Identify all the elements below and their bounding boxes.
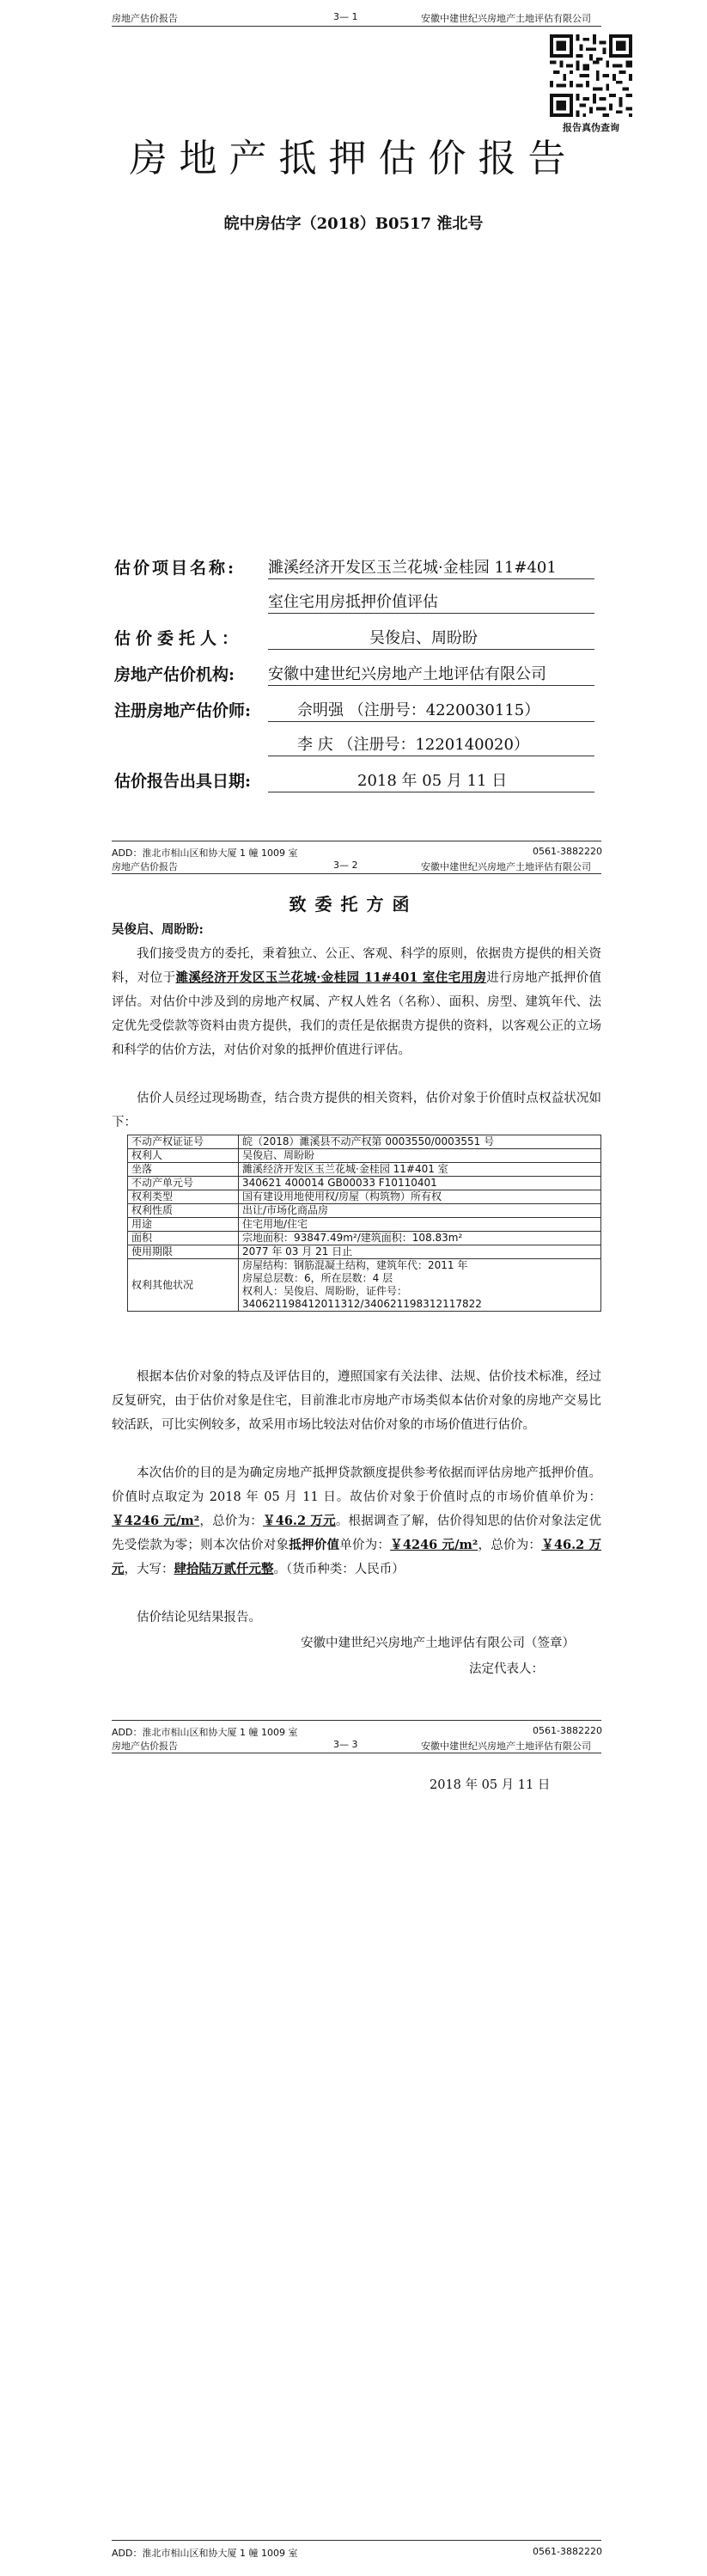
page-number: 3— 3 [333,1739,358,1750]
table-value-cell [239,1177,601,1190]
header-rule [112,26,601,27]
page-header-right: 安徽中建世纪兴房地产土地评估有限公司 [421,13,591,24]
p4-text-d: 单价为： [339,1539,391,1552]
table-value-line: 住宅用地/住宅 [242,1218,308,1230]
agency-underline [268,685,594,686]
table-row [128,1190,601,1204]
table-value-line: 2077 年 03 月 21 日止 [242,1245,353,1257]
date-value: 2018 年 05 月 11 日 [357,772,508,790]
mortgage-unit-price: ￥4246 元/m² [390,1538,478,1552]
appraiser-label: 注册房地产估价师: [114,701,252,720]
mortgage-total-price: ￥46.2 万元 [112,1538,602,1576]
table-row [128,1232,601,1245]
p4-text-e: ，总价为： [478,1539,542,1552]
table-row [128,1204,601,1218]
p1-property: 濉溪经济开发区玉兰花城·金桂园 11#401 室住宅用房 [175,970,487,985]
table-value-line: 国有建设用地使用权/房屋（构筑物）所有权 [242,1190,442,1202]
table-key-cell: 权利性质 [128,1204,239,1218]
footer-rule-3 [112,2540,601,2541]
header-rule [112,873,601,874]
client-underline [268,649,594,650]
page-number: 3— 1 [333,11,358,22]
project-underline-2 [268,613,594,614]
table-value-line: 吴俊启、周盼盼 [242,1149,315,1161]
client-label: 估价委托人： [114,629,244,648]
page-header-right: 安徽中建世纪兴房地产土地评估有限公司 [421,1741,591,1752]
market-total-price: ￥46.2 万元 [263,1514,336,1528]
table-row [128,1135,601,1149]
letter-paragraph-2: 估价人员经过现场勘查，结合贵方提供的相关资料，估价对象于价值时点权益状况如下： [112,1092,601,1129]
sign-date: 2018 年 05 月 11 日 [430,1778,551,1792]
table-row [128,1259,601,1312]
qr-caption: 报告真伪查询 [563,122,619,133]
page-header-left: 房地产估价报告 [112,861,178,872]
footer-address: ADD：淮北市相山区和协大厦 1 幢 1009 室 [112,1727,298,1738]
footer-address: ADD：淮北市相山区和协大厦 1 幢 1009 室 [112,847,298,859]
project-label: 估价项目名称: [114,559,237,578]
project-value-line2: 室住宅用房抵押价值评估 [268,593,438,611]
p1-text-c: 进行房地产抵押价值评估。对估价中涉及到的房地产权属、产权人姓名（名称）、面积、房型、建筑年代、法定优先受偿款等资料由贵方提供，我们的责任是依据贵方提供的资料，以客观公正的立场和科学的估价方法，对估价对象的抵押价值进行评估。 [112,971,602,1057]
letter-paragraph-5: 估价结论见结果报告。 [137,1611,261,1625]
table-key-cell: 坐落 [128,1163,239,1177]
footer-phone: 0561-3882220 [533,846,602,857]
table-key-cell: 不动产单元号 [128,1177,239,1190]
rights-table [127,1135,601,1312]
table-row [128,1177,601,1190]
p4-text-f: ，大写： [124,1563,174,1576]
report-title: 房地产抵押估价报告 [129,137,578,181]
table-row [128,1245,601,1259]
signer-company: 安徽中建世纪兴房地产土地评估有限公司（签章） [301,1637,575,1650]
footer-rule-2 [112,1720,601,1721]
appraiser-2: 李 庆 （注册号：1220140020） [297,736,529,754]
mortgage-total-uppercase: 肆拾陆万贰仟元整 [174,1562,274,1576]
appraiser-underline-1 [268,721,594,722]
table-value-line: 房屋结构：钢筋混凝土结构，建筑年代：2011 年 [242,1259,468,1271]
table-key-cell: 用途 [128,1218,239,1232]
table-value-cell [239,1190,601,1204]
table-row [128,1163,601,1177]
footer-phone: 0561-3882220 [533,2546,602,2557]
table-value-cell [239,1163,601,1177]
report-number: 皖中房估字（2018）B0517 淮北号 [223,215,484,233]
table-value-cell [239,1135,601,1149]
letter-paragraph-3: 根据本估价对象的特点及评估目的，遵照国家有关法律、法规、估价技术标准，经过反复研究，由于估价对象是住宅，目前淮北市房地产市场类似本估价对象的房地产交易比较活跃，可比实例较多，故采用市场比较法对估价对象的市场价值进行估价。 [112,1370,601,1432]
page-header-left: 房地产估价报告 [112,13,178,24]
table-value-cell [239,1245,601,1259]
page-header-left: 房地产估价报告 [112,1741,178,1752]
page-header-right: 安徽中建世纪兴房地产土地评估有限公司 [421,861,591,872]
market-unit-price: ￥4246 元/m² [112,1514,200,1528]
table-value-line: 权利人：吴俊启、周盼盼，证件号： [242,1285,408,1297]
qr-code-icon [550,34,632,117]
agency-label: 房地产估价机构: [114,665,235,684]
table-value-cell [239,1259,601,1312]
table-value-line: 宗地面积：93847.49m²/建筑面积：108.83m² [242,1232,463,1244]
table-key-cell: 不动产权证证号 [128,1135,239,1149]
p4-text-g: 。（货币种类：人民币） [273,1563,405,1576]
table-key-cell: 面积 [128,1232,239,1245]
p4-text-a: 本次估价的目的是为确定房地产抵押贷款额度提供参考依据而评估房地产抵押价值。价值时点取定为 2018 年 05 月 11 日。故估价对象于价值时点的市场价值单价为： [112,1466,601,1504]
table-value-cell [239,1218,601,1232]
table-row [128,1149,601,1163]
table-value-cell [239,1149,601,1163]
table-key-cell: 权利类型 [128,1190,239,1204]
project-value-line1: 濉溪经济开发区玉兰花城·金桂园 11#401 [268,559,557,577]
table-row [128,1218,601,1232]
table-value-cell [239,1204,601,1218]
table-key-cell: 权利人 [128,1149,239,1163]
p4-text-b: ，总价为： [199,1514,264,1528]
table-value-line: 出让/市场化商品房 [242,1204,329,1216]
project-underline-1 [268,578,594,579]
p1-text-a: 我们接受贵方的委托，秉着独立、公正、客观、科学的原则，依据贵方提供的相关资料，对位于 [112,947,601,985]
p4-text-c: 。根据调查了解，估价得知思的估价对象法定优先受偿款为零；则本次估价对象 [112,1514,602,1552]
table-value-line: 濉溪经济开发区玉兰花城·金桂园 11#401 室 [242,1163,448,1175]
table-key-cell: 使用期限 [128,1245,239,1259]
appraiser-1: 佘明强 （注册号：4220030115） [297,701,540,719]
table-value-line: 340621 400014 GB00033 F10110401 [242,1177,437,1189]
page-number: 3— 2 [333,860,358,871]
qr-code[interactable] [550,34,632,117]
footer-phone: 0561-3882220 [533,1725,602,1736]
footer-address: ADD：淮北市相山区和协大厦 1 幢 1009 室 [112,2548,298,2559]
letter-paragraph-4 [112,1461,601,1582]
table-value-line: 皖（2018）濉溪县不动产权第 0003550/0003551 号 [242,1135,495,1147]
signer-representative: 法定代表人： [469,1662,544,1676]
table-value-cell [239,1232,601,1245]
letter-salutation: 吴俊启、周盼盼: [112,922,204,937]
date-label: 估价报告出具日期: [114,772,252,791]
table-key-cell: 权利其他状况 [128,1259,239,1312]
mortgage-value-label: 抵押价值 [289,1538,340,1552]
table-value-line: 房屋总层数：6，所在层数：4 层 [242,1272,393,1284]
letter-paragraph-1 [112,942,601,1062]
table-value-line: 340621198412011312/340621198312117822 [242,1298,482,1310]
letter-title: 致委托方函 [289,894,418,915]
client-value: 吴俊启、周盼盼 [369,629,478,647]
agency-value: 安徽中建世纪兴房地产土地评估有限公司 [268,665,546,683]
